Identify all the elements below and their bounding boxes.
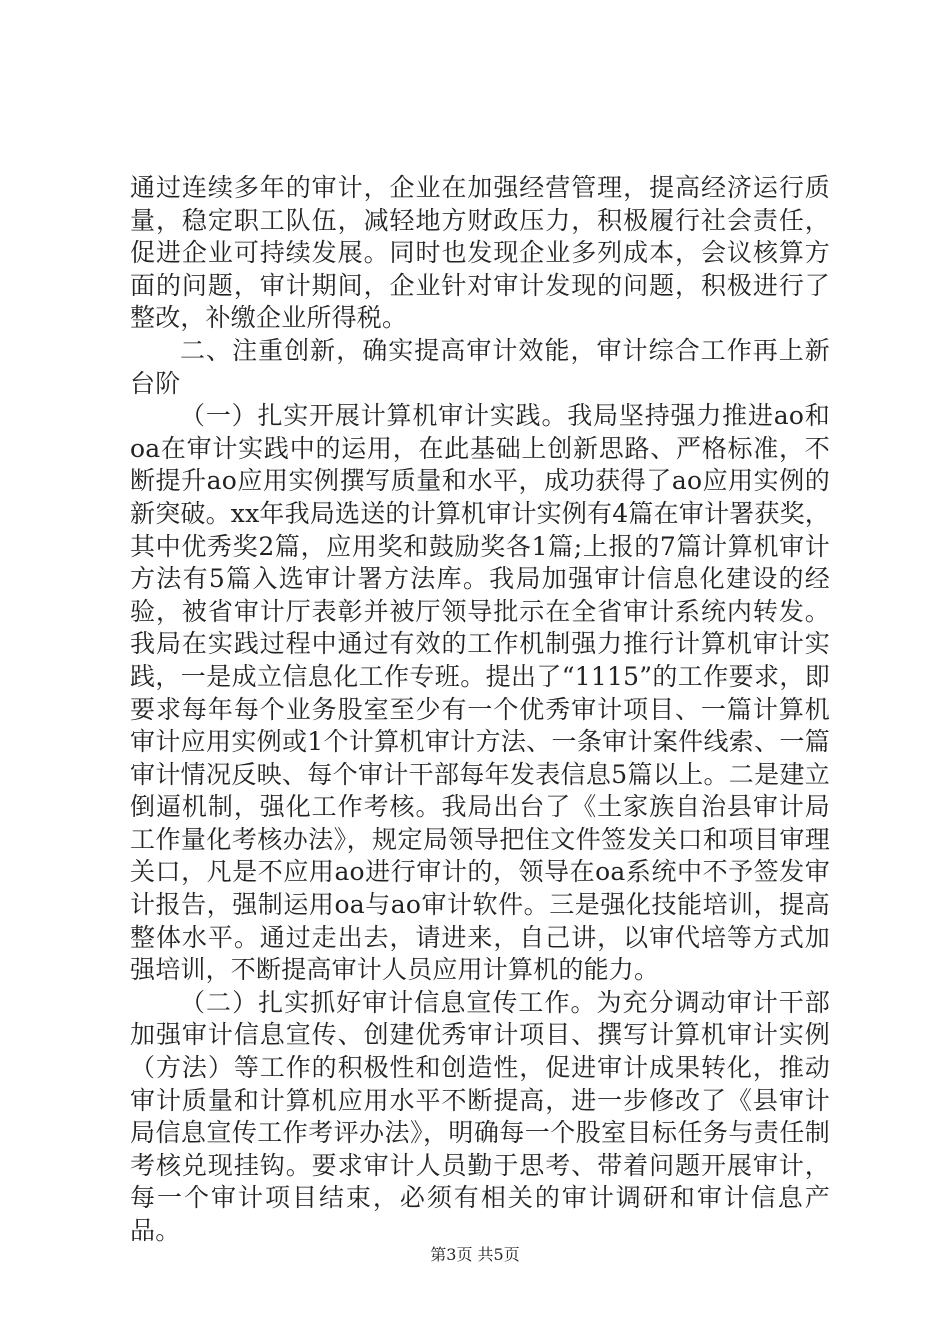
paragraph-text: （二）扎实抓好审计信息宣传工作。为充分调动审计干部加强审计信息宣传、创建优秀审计项目、撰写计算机审计实例（方法）等工作的积极性和创造性，促进审计成果转化，推动审计质量和计算机应用水平不断提高，进一步修改了《县审计局信息宣传工作考评办法》，明确每一个股室目标任务与责任制考核兑现挂钩。要求审计人员勤于思考、带着问题开展审计，每一个审计项目结束，必须有相关的审计调研和审计信息产品。 [130,987,830,1245]
paragraph-text: 通过连续多年的审计，企业在加强经营管理，提高经济运行质量，稳定职工队伍，减轻地方财政压力，积极履行社会责任，促进企业可持续发展。同时也发现企业多列成本，会议核算方面的问题，审计期间，企业针对审计发现的问题，积极进行了整改，补缴企业所得税。 [130,173,830,333]
section-heading: 二、注重创新，确实提高审计效能，审计综合工作再上新台阶 [130,335,830,398]
paragraph-text: （一）扎实开展计算机审计实践。我局坚持强力推进ao和oa在审计实践中的运用，在此基础上创新思路、严格标准，不断提升ao应用实例撰写质量和水平，成功获得了ao应用实例的新突破。xx年我局选送的计算机审计实例有4篇在审计署获奖，其中优秀奖2篇，应用奖和鼓励奖各1篇;上报的7篇计算机审计方法有5篇入选审计署方法库。我局加强审计信息化建设的经验，被省审计厅表彰并被厅领导批示在全省审计系统内转发。我局在实践过程中通过有效的工作机制强力推行计算机审计实践，一是成立信息化工作专班。提出了“1115”的工作要求，即要求每年每个业务股室至少有一个优秀审计项目、一篇计算机审计应用实例或1个计算机审计方法、一条审计案件线索、一篇审计情况反映、每个审计干部每年发表信息5篇以上。二是建立倒逼机制，强化工作考核。我局出台了《土家族自治县审计局工作量化考核办法》，规定局领导把住文件签发关口和项目审理关口，凡是不应用ao进行审计的，领导在oa系统中不予签发审计报告，强制运用oa与ao审计软件。三是强化技能培训，提高整体水平。通过走出去，请进来，自己讲，以审代培等方式加强培训，不断提高审计人员应用计算机的能力。 [130,401,830,985]
page-number-footer: 第3页 共5页 [430,1245,520,1264]
document-body [130,172,830,1248]
